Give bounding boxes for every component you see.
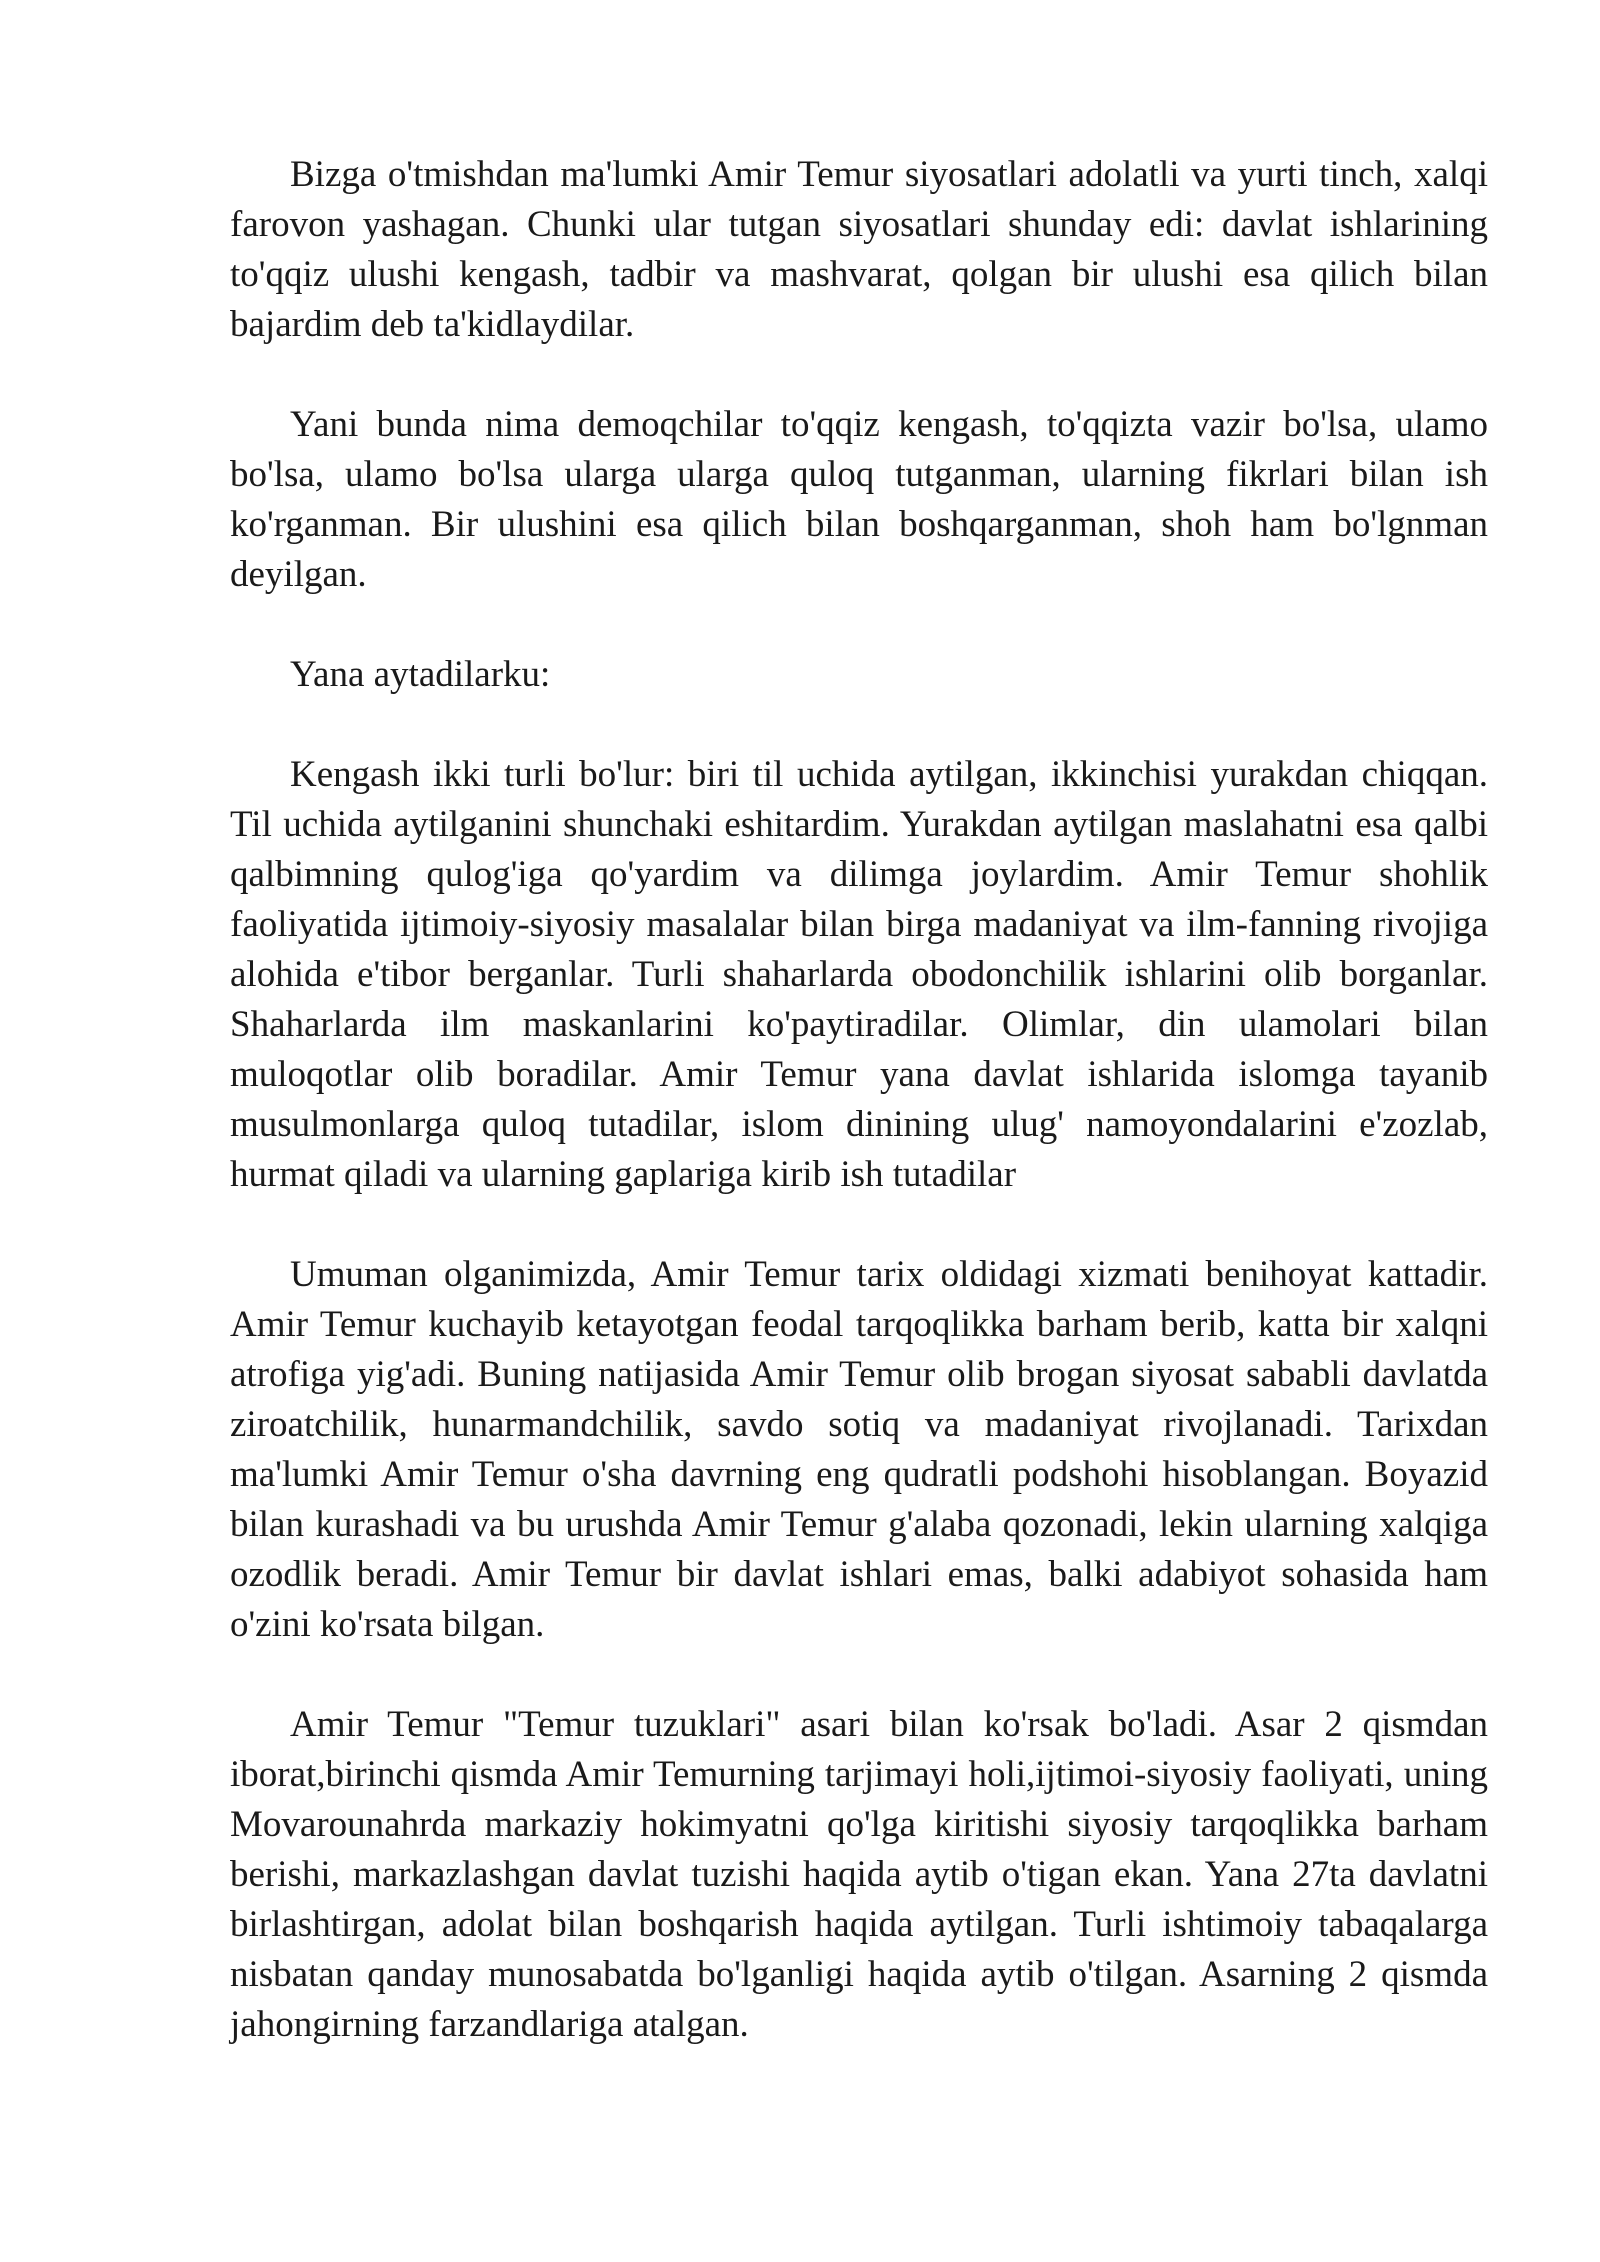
paragraph-2: Yani bunda nima demoqchilar to'qqiz kengash, to'qqizta vazir bo'lsa, ulamo bo'lsa, ulamo bo'lsa ularga ularga quloq tutganman, ularning fikrlari bilan ish ko'rganman. Bir ulushini esa qilich bilan boshqarganman, shoh ham bo'lgnman deyilgan.: [230, 404, 1488, 595]
document-page: [230, 150, 1488, 2050]
paragraph-5: Umuman olganimizda, Amir Temur tarix oldidagi xizmati benihoyat kattadir. Amir Temur kuchayib ketayotgan feodal tarqoqlikka barham berib, katta bir xalqni atrofiga yig'adi. Buning natijasida Amir Temur olib brogan siyosat sababli davlatda ziroatchilik, hunarmandchilik, savdo sotiq va madaniyat rivojlanadi. Tarixdan ma'lumki Amir Temur o'sha davrning eng qudratli podshohi hisoblangan. Boyazid bilan kurashadi va bu urushda Amir Temur g'alaba qozonadi, lekin ularning xalqiga ozodlik beradi. Amir Temur bir davlat ishlari emas, balki adabiyot sohasida ham o'zini ko'rsata bilgan.: [230, 1254, 1488, 1645]
paragraph-1: Bizga o'tmishdan ma'lumki Amir Temur siyosatlari adolatli va yurti tinch, xalqi farovon yashagan. Chunki ular tutgan siyosatlari shunday edi: davlat ishlarining to'qqiz ulushi kengash, tadbir va mashvarat, qolgan bir ulushi esa qilich bilan bajardim deb ta'kidlaydilar.: [230, 154, 1488, 345]
paragraph-3: Yana aytadilarku:: [290, 654, 551, 695]
paragraph-4: Kengash ikki turli bo'lur: biri til uchida aytilgan, ikkinchisi yurakdan chiqqan. Til uchida aytilganini shunchaki eshitardim. Yurakdan aytilgan maslahatni esa qalbi qalbimning qulog'iga qo'yardim va dilimga joylardim. Amir Temur shohlik faoliyatida ijtimoiy-siyosiy masalalar bilan birga madaniyat va ilm-fanning rivojiga alohida e'tibor berganlar. Turli shaharlarda obodonchilik ishlarini olib borganlar. Shaharlarda ilm maskanlarini ko'paytiradilar. Olimlar, din ulamolari bilan muloqotlar olib boradilar. Amir Temur yana davlat ishlarida islomga tayanib musulmonlarga quloq tutadilar, islom dinining ulug' namoyondalarini e'zozlab, hurmat qiladi va ularning gaplariga kirib ish tutadilar: [230, 754, 1488, 1195]
paragraph-6: Amir Temur "Temur tuzuklari" asari bilan ko'rsak bo'ladi. Asar 2 qismdan iborat,birinchi qismda Amir Temurning tarjimayi holi,ijtimoi-siyosiy faoliyati, uning Movarounahrda markaziy hokimyatni qo'lga kiritishi siyosiy tarqoqlikka barham berishi, markazlashgan davlat tuzishi haqida aytib o'tigan ekan. Yana 27ta davlatni birlashtirgan, adolat bilan boshqarish haqida aytilgan. Turli ishtimoiy tabaqalarga nisbatan qanday munosabatda bo'lganligi haqida aytib o'tilgan. Asarning 2 qismda jahongirning farzandlariga atalgan.: [230, 1704, 1488, 2045]
